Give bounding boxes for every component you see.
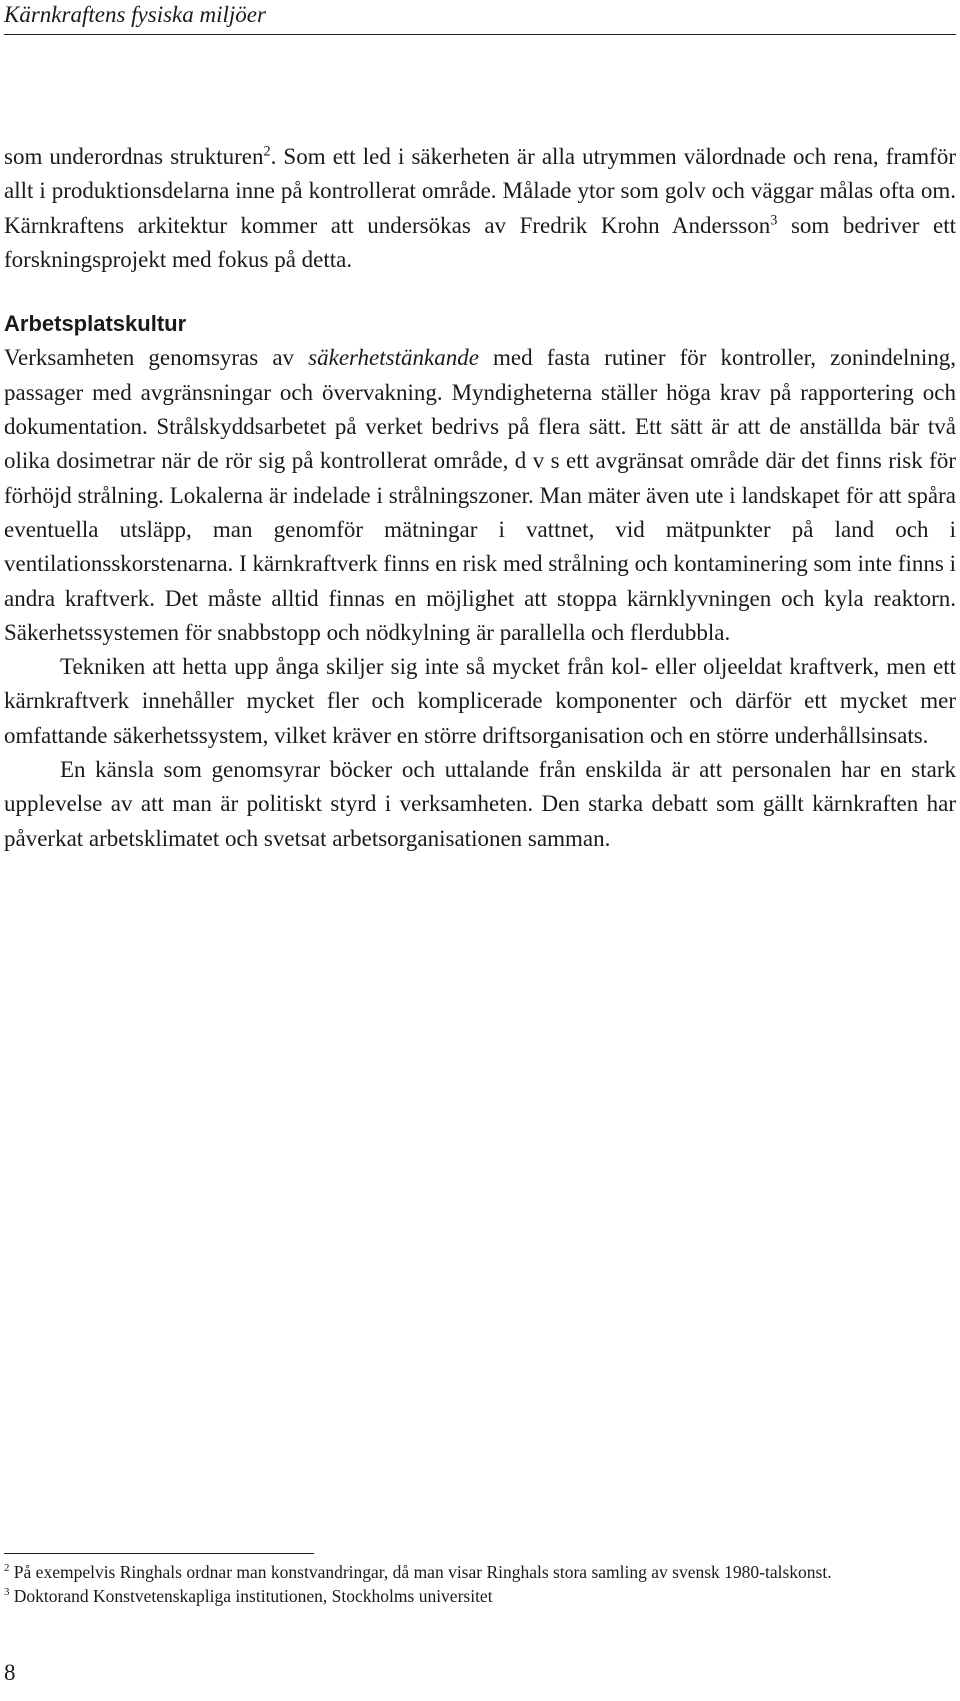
paragraph-2 — [4, 341, 956, 650]
text-span: med fasta rutiner för kontroller, zonindelning, passager med avgränsningar och övervakning. Myndigheterna ställer höga krav på rapportering och dokumentation. Strålskyddsarbetet på verket bedrivs på flera sätt. Ett sätt är att de anställda bär två olika dosimetrar när de rör sig på kontrollerat område, d v s ett avgränsat område där det finns risk för förhöjd strålning. Lokalerna är indelade i strålningszoner. Man mäter även ute i landskapet för att spåra eventuella utsläpp, man genomför mätningar i vattnet, vid mätpunkter på land och i ventilationsskorstenarna. I kärnkraftverk finns en risk med strålning och kontaminering som inte finns i andra kraftverk. Det måste alltid finnas en möjlighet att stoppa kärnklyvningen och kyla reaktorn. Säkerhetssystemen för snabbstopp och nödkylning är parallella och flerdubbla. — [4, 345, 956, 645]
footnote-text: På exempelvis Ringhals ordnar man konstvandringar, då man visar Ringhals stora samling av svensk 1980-talskonst. — [9, 1562, 832, 1582]
text-span: Verksamheten genomsyras av — [4, 345, 309, 371]
text-span: . Som ett led i säkerheten är alla utrymmen välordnade och rena, framför allt i produktionsdelarna inne på kontrollerat område. Målade ytor som golv och väggar målas ofta om. Kärnkraftens arkitektur kommer att undersökas av Fredrik Krohn Andersson — [4, 144, 956, 238]
emphasis-text: säkerhetstänkande — [308, 345, 479, 371]
footnotes — [4, 1560, 956, 1608]
running-head: Kärnkraftens fysiska miljöer — [4, 0, 956, 35]
section-heading: Arbetsplatskultur — [4, 311, 187, 337]
footnote-2 — [4, 1560, 956, 1584]
footnote-3 — [4, 1584, 956, 1608]
footnote-ref-3[interactable]: 3 — [770, 211, 778, 228]
text-span: som underordnas strukturen — [4, 144, 264, 169]
page-number: 8 — [4, 1660, 16, 1685]
text-span: som bedriver ett forskningsprojekt med fokus på detta. — [4, 212, 956, 272]
footnote-divider — [4, 1553, 314, 1554]
footnote-ref-2[interactable]: 2 — [263, 143, 271, 160]
footnote-number: 3 — [4, 1586, 10, 1599]
paragraph-1 — [4, 140, 956, 277]
footnote-text: Doktorand Konstvetenskapliga institutionen, Stockholms universitet — [9, 1586, 493, 1606]
body-text — [4, 140, 956, 856]
footnote-number: 2 — [4, 1562, 10, 1575]
paragraph-4: En känsla som genomsyrar böcker och uttalande från enskilda är att personalen har en stark upplevelse av att man är politiskt styrd i verksamheten. Den starka debatt som gällt kärnkraften har påverkat arbetsklimatet och svetsat arbetsorganisationen samman. — [4, 757, 956, 851]
paragraph-3: Tekniken att hetta upp ånga skiljer sig inte så mycket från kol- eller oljeeldat kraftverk, men ett kärnkraftverk innehåller mycket fler och komplicerade komponenter och därför ett mycket mer omfattande säkerhetssystem, vilket kräver en större driftsorganisation och en större underhållsinsats. — [4, 654, 956, 748]
